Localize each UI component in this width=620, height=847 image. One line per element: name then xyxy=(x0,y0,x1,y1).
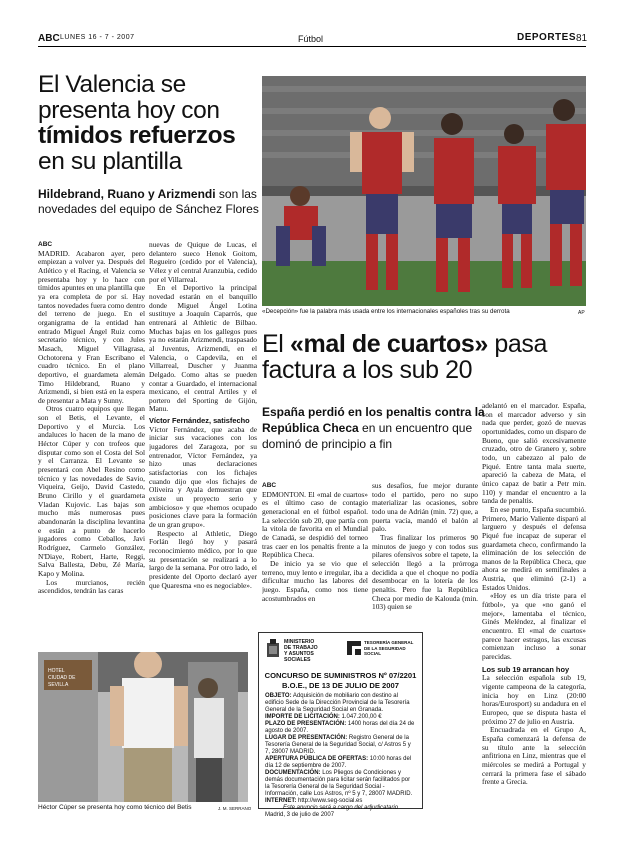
agency-line1: TESORERÍA GENERAL xyxy=(364,640,414,645)
ministry-block xyxy=(265,637,337,667)
tender-apertura-text: 10:00 horas del día 12 de septiembre de 2007. xyxy=(265,756,412,769)
valencia-column-2 xyxy=(149,241,257,641)
tender-advertisement xyxy=(258,632,423,818)
header-page-number: 81 xyxy=(576,33,588,44)
tender-lugar xyxy=(265,735,416,756)
valencia-col2-p3: Víctor Fernández, que acaba de iniciar sus vacaciones con los jugadores del Zaragoza, por su entrenador, Víctor Fernández, ya hizo unas declaraciones satisfactorias con los fichajes cuando dijo que «los fichajes de Oliveira y Ayala demuestran que existe un proyecto serio y ambicioso» y que «hemos ocupado posiciones clave para la formación de un gran grupo». xyxy=(149,424,257,529)
tender-documentacion xyxy=(265,770,416,798)
tender-internet-link[interactable]: http://www.seg-social.es xyxy=(296,798,363,804)
ministry-line2: DE TRABAJO xyxy=(284,645,318,651)
header-brand: ABC xyxy=(38,33,60,44)
ministry-name xyxy=(284,639,337,663)
tender-objeto-label: OBJETO: xyxy=(265,693,292,699)
valencia-col1-p1: MADRID. Acabaron ayer, pero empiezan a volver ya. Después del Atlético y el Racing, el Valencia se presentaba hoy y lo hace con tímidos apuntes en una plantilla que ya era completa de por sí. Hay tantos novedades fuera como dentro del terreno de juego. En el organigrama de la entidad han entrado Miguel Ángel Ruiz como secretario técnico, y con Jules Masach, Miguel Villagrasa, Ochotorena y Fran Escribano el cuadro técnico. En el plano deportivo, el guardameta alemán Timo Hildebrand, Ruano y Arizmendi, si bien está en la espera de presentar a Mata y Sunny. xyxy=(38,248,145,405)
ministry-line1: MINISTERIO xyxy=(284,639,315,645)
sub20-headline-line1 xyxy=(262,331,586,357)
ministry-line3: Y ASUNTOS SOCIALES xyxy=(284,651,314,663)
sub20-headline-bold: «mal de cuartos» xyxy=(289,330,488,358)
cuper-sign-line1: HOTEL xyxy=(48,668,65,674)
sub20-col3-p4: La selección española sub 19, vigente campeona de la categoría, inicia hoy en Linz (20:00 horas/Eurosport) su andadura en el Europeo, que se disputa hasta el próximo 27 de julio en Austria. xyxy=(482,673,586,726)
valencia-headline-line1: El Valencia se xyxy=(38,71,186,98)
tender-boe: B.O.E., DE 13 DE JULIO DE 2007 xyxy=(282,681,399,690)
cuper-sign-line3: SEVILLA xyxy=(48,682,69,688)
sub20-col2-p2: Tras finalizar los primeros 90 minutos de juego y con todos sus pilares ofensivos sobre el tapete, la selección llegó a la prórroga decidida a que el choque no podía desembocar en la lotería de los penaltis. Pero fue la República Checa por medio de Kalouda (min. 103) quien se xyxy=(372,532,478,612)
sub20-column-1 xyxy=(262,482,368,627)
sub20-headline-post: pasa xyxy=(487,330,548,358)
sub20-byline: ABC xyxy=(262,482,277,489)
valencia-column-1 xyxy=(38,241,145,641)
cuper-photo-credit: J. M. SERRANO xyxy=(218,806,252,811)
header-section-right: DEPORTES xyxy=(517,32,577,43)
sub20-column-3 xyxy=(482,402,586,814)
tender-importe-label: IMPORTE DE LICITACIÓN: xyxy=(265,714,340,720)
tender-plazo xyxy=(265,721,416,735)
tender-apertura xyxy=(265,756,416,770)
tender-objeto-text: Adquisición de mobiliario con destino al edificio Sede de la Dirección Provincial de la Tesorería General de la Seguridad Social en Granada. xyxy=(265,693,410,713)
valencia-col2-p4: Respecto al Athletic, Diego Forlán llegó hoy y pasará reconocimiento médico, por lo que su presentación se realizará a lo largo de la semana. Por otro lado, el presidente del Oporto declaró ayer que Quaresma «no es negociable». xyxy=(149,528,257,590)
sub20-subtitle-bold: España perdió en los penaltis contra la República Checa xyxy=(262,405,485,435)
tender-plazo-label: PLAZO DE PRESENTACIÓN: xyxy=(265,721,347,727)
social-security-logo-icon xyxy=(347,641,361,655)
cuper-sign-line2: CIUDAD DE xyxy=(48,675,76,681)
valencia-col1-p2: Otros cuatro equipos que llegan son el Betis, el Levante, el Deportivo y el Murcia. Los andaluces lo hacen de la mano de Héctor Cúper y con trofeos que disputar como son el Costa del Sol y el Carranza. El Levante se presentará con Abel Resino como técnico y las novedades de Savio, Viqueira, Geijo, David Castedo, Bruno Cirillo y el guardameta Vladan Kujovic. Las bajas son mucho más numerosas pues abandonarán la disciplina levantina e están a punto de hacerlo jugadores como Ceballos, Javi Rodríguez, Carmelo González, N'Diaye, Robert, Harte, Reggi, Salva Ballesta, Debu, Zé María, Kapo y Molina. xyxy=(38,404,145,578)
sub20-subtitle xyxy=(262,404,492,452)
valencia-col1-p3: Los murcianos, recién ascendidos, tendrán las caras xyxy=(38,577,145,596)
header-section: Fútbol xyxy=(298,34,324,44)
tender-importe-text: 1.047.200,00 € xyxy=(339,714,382,720)
cuper-photo-caption: Héctor Cúper se presenta hoy como técnico del Betis xyxy=(38,804,192,811)
sub20-col3-p1: adelantó en el marcador. España, con el marcador adverso y sin nada que perder, gozó de nuevas oportunidades, como un disparo de Bueno, que salió excesivamente cruzado, otro de Granero y, sobre todo, un cabezazo al palo de Piqué. Entre tanta mala suerte, apareció la cabeza de Mata, el único capaz de batir a Petr min. 110) y mandar el encuentro a la tanda de penaltis. xyxy=(482,402,586,506)
valencia-headline-line2: presenta hoy con xyxy=(38,96,220,124)
main-photo-credit: AP xyxy=(578,310,585,316)
sub20-col2-p1: sus desafíos, fue mejor durante todo el partido, pero no supo materializar las ocasiones, sobre todo una de Adrián (min. 72) que, a puerta vacía, mandó el balón al palo. xyxy=(372,482,478,534)
sub20-col1-p1: EDMONTON. El «mal de cuartos» es el último caso de contagio generacional en el fútbol español. La selección sub 20, que partía con la vitola de favorita en el Mundial de Canadá, se despidió del torneo tras caer en los penaltis frente a la República Checa. xyxy=(262,489,368,560)
tender-doc-text: Los Pliegos de Condiciones y demás documentación para licitar serán facilitados por la Tesorería General de la Seguridad Social - Información, calle Los Astros, nº 5 y 7, 28007 MADRID. xyxy=(265,770,413,797)
header-rule xyxy=(38,46,586,47)
valencia-byline: ABC xyxy=(38,241,53,248)
tender-objeto xyxy=(265,693,416,714)
valencia-col2-p2: En el Deportivo la principal novedad estarán en el banquillo donde Miguel Ángel Lotina sustituye a Joaquín Caparrós, que entrenará al Athletic de Bilbao. Muchas bajas en los gallegos pues ya no estarán Arizmendi, traspasado al Juventus, Arizmendi, en el Valencia, o Capdevila, en el Villarreal, Duscher y Juanma Delgado. Como altas se pueden contar a Guardado, el internacional mexicano, el central Artiles y el portero del Sporting de Gijón, Manu. xyxy=(149,283,257,414)
sub20-col3-p2: En ese punto, España sucumbió. Primero, Mario Valiente disparó al larguero y después el defensa Piqué fue incapaz de superar el guardameta checo, confirmando la eliminación de los selección de manos de la República Checa, que ahora se medirá en semifinales a Austria, que eliminó (2-1) a Estados Unidos. xyxy=(482,504,586,592)
tender-plazo-text: 1400 horas del día 24 de agosto de 2007. xyxy=(265,721,415,734)
cuper-photo-image xyxy=(38,652,248,802)
tender-title: CONCURSO DE SUMINISTROS Nº 07/2201 xyxy=(264,671,417,680)
agency-name xyxy=(364,640,413,657)
tender-place-date: Madrid, 3 de julio de 2007 xyxy=(265,812,335,818)
main-photo-image xyxy=(262,76,586,306)
tender-internet xyxy=(265,798,416,805)
main-photo-caption: «Decepción» fue la palabra más usada entre los internacionales españoles tras su derrota xyxy=(262,308,510,315)
tender-importe xyxy=(265,714,416,721)
sub20-headline xyxy=(262,331,586,383)
sub20-col1-p2: De inicio ya se vio que el terreno, muy lento e irregular, iba a dificultar mucho las labores del juego. España, como nos tiene acostumbrados en xyxy=(262,558,368,603)
header-date: LUNES 16 - 7 - 2007 xyxy=(60,34,135,41)
agency-line3: SOCIAL xyxy=(364,651,382,656)
sub20-headline-line2: factura a los sub 20 xyxy=(262,356,473,384)
coat-of-arms-icon xyxy=(265,639,281,661)
sub20-headline-pre: El xyxy=(262,330,290,358)
agency-block xyxy=(347,637,419,667)
tender-lugar-text: Registro General de la Tesorería General de la Seguridad Social, c/ Astros 5 y 7, 28007 MADRID. xyxy=(265,735,411,755)
valencia-subhead: Víctor Fernández, satisfecho xyxy=(149,416,250,426)
sub20-col3-p3: «Hoy es un día triste para el fútbol», ya que «no ganó el mejor», lamentaba el técnico, Ginés Meléndez, al finalizar el encuentro. El «mal de cuartos» parece hacer estragos, las excusas comienzan incluso a sonar parecidas. xyxy=(482,591,586,662)
valencia-headline-line3: tímidos refuerzos xyxy=(38,122,236,149)
agency-line2: DE LA SEGURIDAD xyxy=(364,645,406,651)
sub20-column-2 xyxy=(372,482,478,627)
tender-internet-label: INTERNET: xyxy=(265,798,297,804)
valencia-col2-p1: nuevas de Quique de Lucas, el delantero sueco Henok Goitom, Regueiro (cedido por el Valencia), Vélez y el central Aranzubia, cedido por el Villarreal. xyxy=(149,241,257,284)
valencia-headline-line4: en su plantilla xyxy=(38,147,182,175)
cuper-photo xyxy=(38,652,248,802)
main-photo xyxy=(262,76,586,306)
tender-doc-label: DOCUMENTACIÓN: xyxy=(265,770,321,776)
tender-lugar-label: LUGAR DE PRESENTACIÓN: xyxy=(265,735,348,741)
valencia-headline xyxy=(38,72,260,174)
sub20-subtitle-rest: en un encuentro que dominó de principio a fin xyxy=(262,421,473,451)
tender-apertura-label: APERTURA PÚBLICA DE OFERTAS: xyxy=(265,756,369,762)
tender-note: Este anuncio será a cargo del adjudicatario xyxy=(282,805,399,811)
valencia-subtitle xyxy=(38,187,260,217)
valencia-subtitle-rest: son las novedades del equipo de Sánchez Flores xyxy=(38,187,259,216)
sub20-subhead: Los sub 19 arrancan hoy xyxy=(482,664,570,674)
sub20-col3-p5: Encuadrada en el Grupo A, España comenzará la defensa de su título ante la selección anfitriona en Linz, mientras que el miércoles se medirá a Portugal y cerrará la primera fase el sábado frente a Grecia. xyxy=(482,725,586,787)
tender-body xyxy=(265,693,416,819)
valencia-subtitle-bold: Hildebrand, Ruano y Arizmendi xyxy=(38,187,216,201)
